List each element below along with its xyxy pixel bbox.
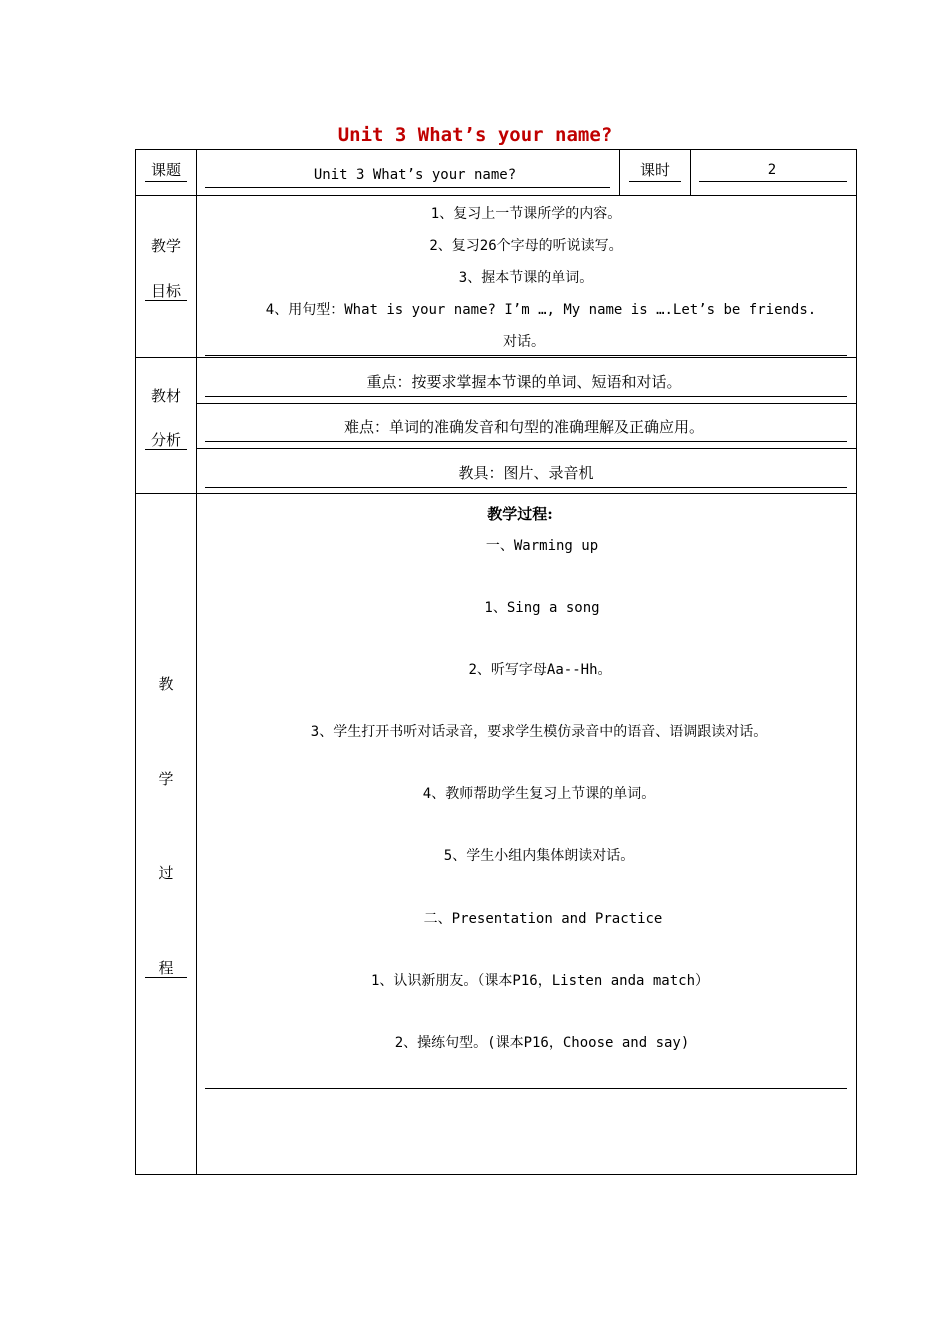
table-border — [619, 149, 620, 195]
page-title: Unit 3 What’s your name? — [337, 124, 613, 146]
underline — [205, 396, 847, 397]
process-line: 一、Warming up — [485, 538, 599, 554]
process-line: 4、教师帮助学生复习上节课的单词。 — [422, 786, 656, 802]
goals-label-line1: 教学 — [150, 237, 182, 255]
period-value: 2 — [767, 162, 777, 178]
process-line: 1、认识新朋友。（课本P16，Listen anda match） — [370, 973, 710, 989]
underline — [205, 1088, 847, 1089]
table-border — [856, 149, 857, 1175]
process-label-char: 过 — [158, 864, 174, 882]
process-line: 1、Sing a song — [484, 600, 600, 616]
underline — [629, 181, 681, 182]
table-border — [135, 149, 857, 150]
underline — [205, 441, 847, 442]
goal-item: 1、复习上一节课所学的内容。 — [430, 206, 622, 222]
process-line: 二、Presentation and Practice — [423, 911, 663, 927]
table-border — [135, 149, 136, 1175]
analysis-label-line2: 分析 — [150, 431, 182, 449]
key-points: 重点：按要求掌握本节课的单词、短语和对话。 — [366, 373, 682, 391]
goal-item: 2、复习26个字母的听说读写。 — [429, 238, 623, 254]
difficulties: 难点：单词的准确发音和句型的准确理解及正确应用。 — [343, 418, 705, 436]
table-border — [196, 403, 857, 404]
topic-label: 课题 — [150, 161, 182, 179]
table-border — [135, 195, 857, 196]
underline — [145, 181, 187, 182]
underline — [145, 977, 187, 978]
period-label: 课时 — [639, 161, 671, 179]
goal-item: 3、握本节课的单词。 — [458, 270, 594, 286]
process-line: 5、学生小组内集体朗读对话。 — [443, 848, 635, 864]
table-border — [135, 357, 857, 358]
process-line: 2、听写字母Aa--Hh。 — [468, 662, 612, 678]
table-border — [135, 493, 857, 494]
process-heading: 教学过程: — [487, 505, 553, 523]
table-border — [196, 149, 197, 1175]
goal-item: 4、用句型：What is your name? I’m …, My name is ….Let’s be friends. — [265, 302, 817, 318]
process-label-char: 教 — [158, 675, 174, 693]
analysis-label-line1: 教材 — [150, 387, 182, 405]
underline — [145, 449, 187, 450]
table-border — [135, 1174, 857, 1175]
teaching-tools: 教具：图片、录音机 — [458, 464, 594, 482]
underline — [145, 300, 187, 301]
process-label-char: 程 — [158, 959, 174, 977]
process-line: 3、学生打开书听对话录音，要求学生模仿录音中的语音、语调跟读对话。 — [310, 724, 768, 740]
table-border — [196, 448, 857, 449]
goals-label-line2: 目标 — [150, 282, 182, 300]
underline — [205, 187, 610, 188]
process-line: 2、操练句型。(课本P16，Choose and say) — [394, 1035, 690, 1051]
underline — [699, 181, 847, 182]
topic-value: Unit 3 What’s your name? — [313, 167, 517, 183]
process-label-char: 学 — [158, 770, 174, 788]
underline — [205, 487, 847, 488]
goal-item: 对话。 — [503, 334, 545, 350]
table-border — [690, 149, 691, 195]
underline — [205, 355, 847, 356]
